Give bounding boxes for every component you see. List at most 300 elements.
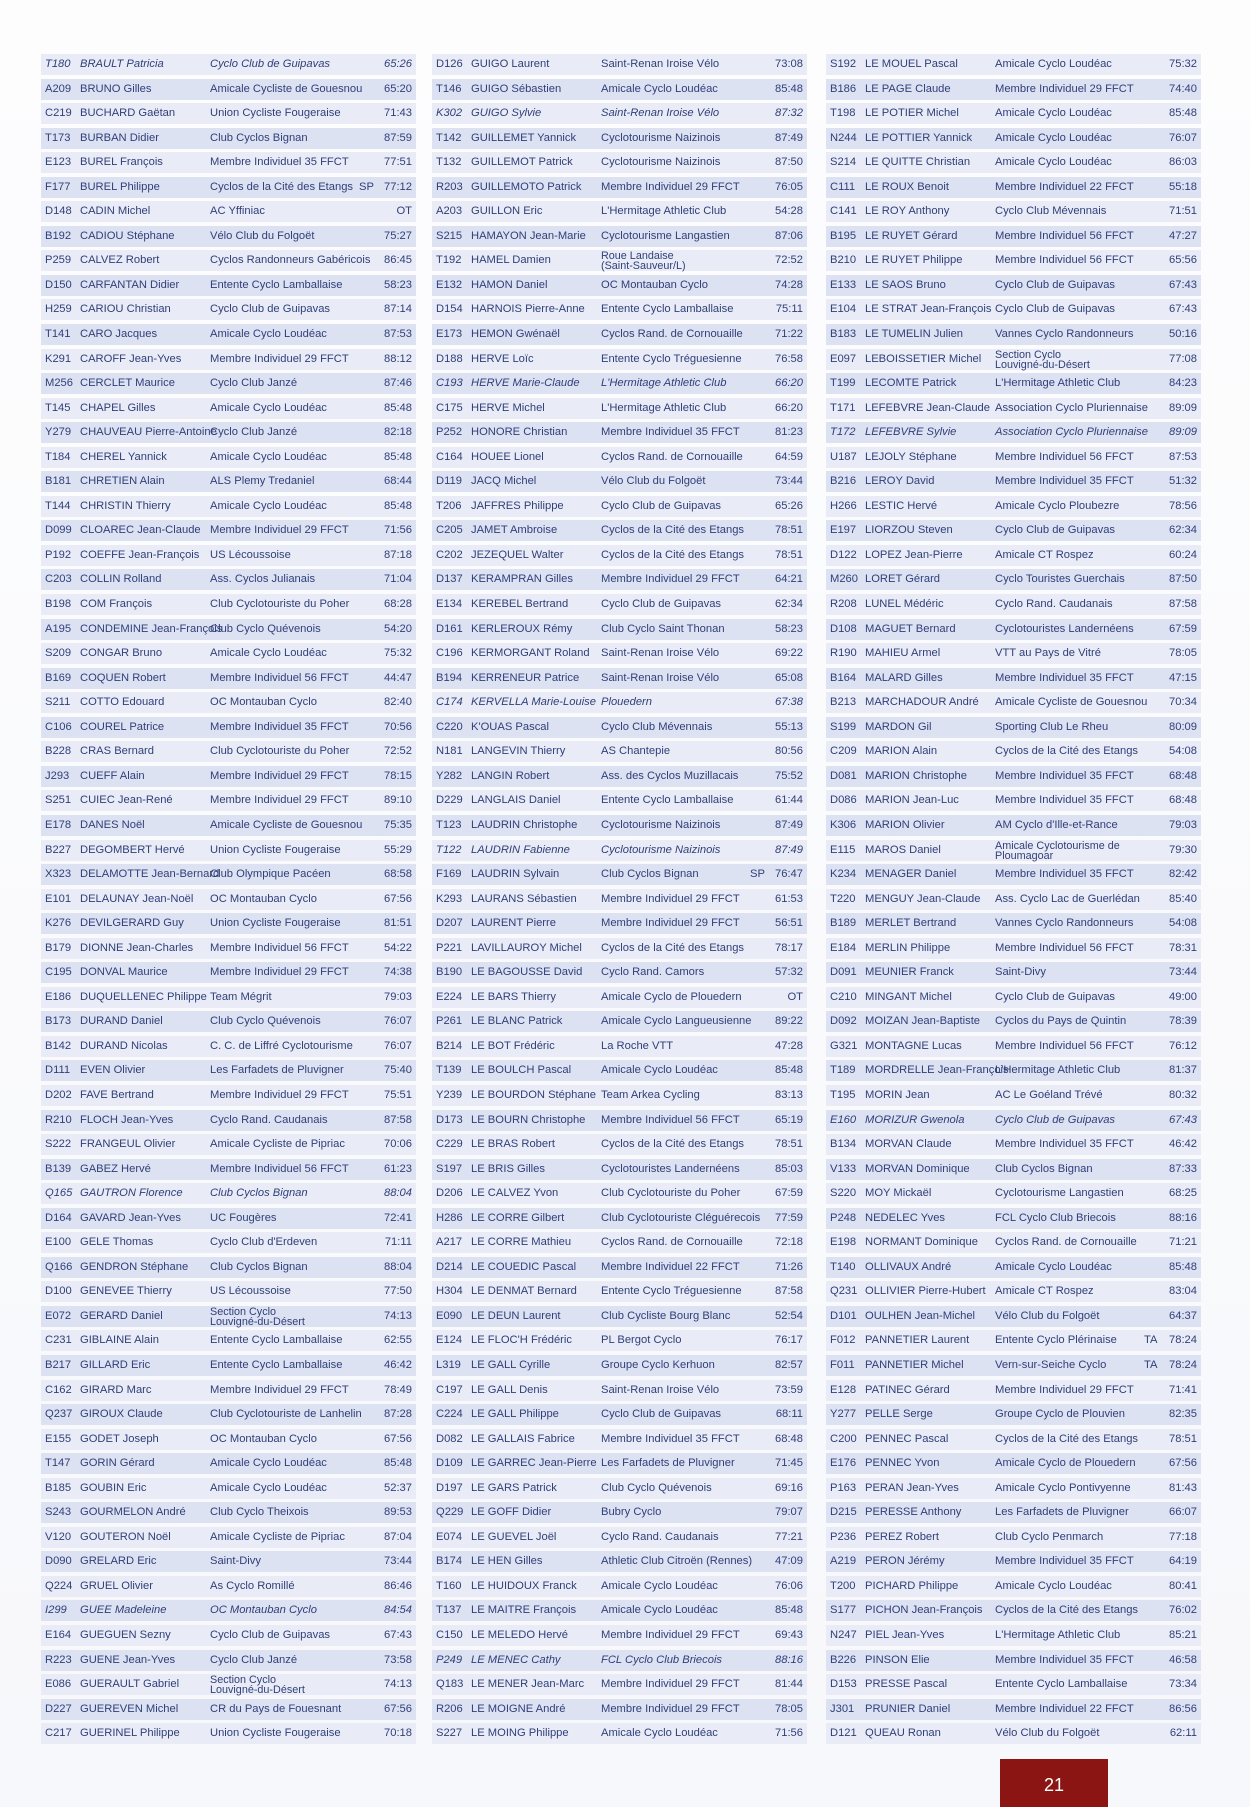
result-row [41,447,416,468]
rider-time: 65:19 [775,1113,803,1126]
rider-club: Membre Individuel 35 FFCT [210,156,349,169]
rider-code: M260 [830,573,858,586]
rider-club: Amicale Cyclo Loudéac [995,1579,1112,1592]
rider-name: MORIZUR Gwenola [865,1113,965,1126]
rider-club: FCL Cyclo Club Briecois [995,1211,1116,1224]
rider-name: JAFFRES Philippe [471,499,564,512]
rider-code: A219 [830,1555,857,1568]
result-row [432,643,807,664]
rider-time: 70:06 [384,1138,412,1151]
result-row [432,226,807,247]
result-row [41,128,416,149]
result-row [826,1551,1201,1572]
rider-time: 71:21 [1169,1236,1197,1249]
rider-code: E124 [436,1334,463,1347]
rider-name: BUREL François [80,156,163,169]
rider-code: A195 [45,622,72,635]
rider-time: 85:48 [1169,107,1197,120]
result-row [41,1110,416,1131]
result-row [41,1232,416,1253]
results-column-1 [41,54,416,1748]
result-row [826,594,1201,615]
rider-time: 83:04 [1169,1285,1197,1298]
result-row [432,398,807,419]
result-row [826,398,1201,419]
rider-name: MALARD Gilles [865,671,943,684]
rider-club: Amicale Cycliste de Pipriac [210,1138,345,1151]
result-row [41,1600,416,1621]
result-row [41,1699,416,1720]
rider-time: 84:23 [1169,377,1197,390]
result-row [826,1453,1201,1474]
rider-code: B210 [830,254,857,267]
rider-time: 74:28 [775,278,803,291]
rider-name: MORDRELLE Jean-François [865,1064,1009,1077]
rider-code: C174 [436,696,463,709]
rider-name: LE GUEVEL Joël [471,1530,557,1543]
result-row [432,103,807,124]
rider-time: 75:11 [775,303,803,316]
rider-club: US Lécoussoise [210,1285,291,1298]
rider-name: GENEVEE Thierry [80,1285,172,1298]
rider-name: LAURANS Sébastien [471,892,577,905]
result-row [826,1576,1201,1597]
rider-code: F169 [436,868,462,881]
rider-code: T189 [830,1064,856,1077]
rider-name: PENNEC Pascal [865,1432,949,1445]
rider-club: Saint-Renan Iroise Vélo [601,1383,720,1396]
rider-time: 64:19 [1169,1555,1197,1568]
rider-name: GUEREVEN Michel [80,1702,179,1715]
rider-club: Amicale Cyclotourisme de Ploumagoar [995,839,1120,862]
result-row [826,299,1201,320]
rider-time: 65:26 [384,58,412,70]
rider-name: COQUEN Robert [80,671,166,684]
rider-club: L'Hermitage Athletic Club [601,401,727,414]
rider-time: 79:03 [384,990,412,1003]
rider-code: T173 [45,131,71,144]
result-row [432,1036,807,1057]
result-row [432,668,807,689]
result-row [41,1208,416,1229]
rider-club: Membre Individuel 29 FFCT [601,917,740,930]
rider-time: OT [396,205,412,218]
rider-name: LAUDRIN Sylvain [471,868,560,881]
result-row [826,447,1201,468]
rider-name: GABEZ Hervé [80,1162,151,1175]
rider-name: LE BRIS Gilles [471,1162,545,1175]
rider-name: PICHARD Philippe [865,1579,959,1592]
rider-name: OLLIVIER Pierre-Hubert [865,1285,986,1298]
result-row [826,938,1201,959]
rider-club: Amicale Cyclo Pontivyenne [995,1481,1131,1494]
rider-code: C150 [436,1629,463,1641]
rider-name: LE BOURDON Stéphane [471,1088,596,1101]
result-row [41,349,416,370]
rider-code: S177 [830,1604,857,1617]
rider-club: Bubry Cyclo [601,1506,662,1519]
rider-name: MARION Jean-Luc [865,794,959,807]
rider-time: 85:21 [1169,1629,1197,1641]
rider-name: GUERAULT Gabriel [80,1678,180,1691]
rider-time: 80:41 [1169,1579,1197,1592]
result-row [432,54,807,75]
rider-code: T141 [45,328,71,341]
result-row [41,422,416,443]
rider-name: GELE Thomas [80,1236,154,1249]
rider-club: Groupe Cyclo de Plouvien [995,1408,1125,1421]
rider-code: C217 [45,1727,72,1740]
rider-name: COUREL Patrice [80,720,165,733]
result-row [826,103,1201,124]
rider-name: LE BARS Thierry [471,990,556,1003]
result-row [432,1699,807,1720]
rider-club: Cyclos de la Cité des Etangs [601,524,745,537]
rider-time: 61:53 [775,892,803,905]
rider-time: 51:32 [1169,475,1197,488]
rider-code: C111 [830,180,856,193]
result-row [432,1159,807,1180]
rider-club: Vannes Cyclo Randonneurs [995,328,1134,341]
rider-name: MORIN Jean [865,1088,930,1101]
rider-code: D086 [830,794,857,807]
rider-club: Amicale Cyclo Loudéac [995,131,1112,144]
rider-code: D150 [45,278,72,291]
rider-name: LE ROY Anthony [865,205,950,218]
rider-name: HERVE Michel [471,401,545,414]
rider-club: Amicale Cyclo Loudéac [210,647,327,660]
rider-club: Saint-Renan Iroise Vélo [601,58,720,70]
result-row [826,1723,1201,1744]
rider-time: 78:51 [775,548,803,561]
rider-code: B173 [45,1015,72,1028]
rider-club: Membre Individuel 56 FFCT [210,671,349,684]
rider-name: LE GALL Philippe [471,1408,559,1421]
rider-club: Club Cyclos Bignan [995,1162,1093,1175]
rider-club: Club Cycliste Bourg Blanc [601,1309,731,1322]
rider-name: LE STRAT Jean-François [865,303,992,316]
rider-time: 80:56 [775,745,803,758]
rider-code: R206 [436,1702,463,1715]
rider-code: T171 [830,401,856,414]
rider-code: E173 [436,328,463,341]
rider-name: MARDON Gil [865,720,932,733]
rider-code: J293 [45,769,70,782]
rider-time: 82:18 [384,426,412,439]
rider-time: 68:58 [384,868,412,881]
result-row [826,1699,1201,1720]
rider-name: PANNETIER Laurent [865,1334,970,1347]
result-row [432,1576,807,1597]
rider-time: 73:59 [775,1383,803,1396]
rider-time: 86:03 [1169,156,1197,169]
rider-code: D154 [436,303,463,316]
rider-club: Cyclo Rand. Camors [601,966,705,979]
rider-code: B194 [436,671,463,684]
result-row [826,766,1201,787]
rider-name: LE MENER Jean-Marc [471,1678,585,1691]
rider-name: LE DEUN Laurent [471,1309,561,1322]
rider-club: Cyclo Club de Guipavas [995,1113,1116,1126]
rider-time: 67:56 [384,1702,412,1715]
rider-club: Amicale Cyclo de Plouedern [995,1457,1136,1470]
rider-time: 79:03 [1169,818,1197,831]
result-row [41,962,416,983]
rider-code: Y279 [45,426,72,439]
result-row [41,1380,416,1401]
rider-code: D207 [436,917,463,930]
rider-name: QUEAU Ronan [865,1727,941,1740]
rider-time: 80:32 [1169,1088,1197,1101]
rider-name: LE BOT Frédéric [471,1039,555,1052]
rider-club: Membre Individuel 22 FFCT [995,180,1134,193]
result-row [826,1110,1201,1131]
rider-code: D215 [830,1506,857,1519]
rider-code: K306 [830,818,857,831]
rider-name: LE MAITRE François [471,1604,577,1617]
rider-club: Membre Individuel 35 FFCT [995,475,1134,488]
rider-time: 82:35 [1169,1408,1197,1421]
result-row [826,1036,1201,1057]
rider-time: 71:45 [775,1457,803,1470]
rider-time: 77:59 [775,1211,803,1224]
rider-name: HAMEL Damien [471,254,551,267]
rider-time: 65:08 [775,671,803,684]
result-row [826,1650,1201,1671]
rider-name: NEDELEC Yves [865,1211,946,1224]
result-row [41,1404,416,1425]
rider-time: 66:07 [1169,1506,1197,1519]
rider-club: Amicale Cyclo Loudéac [210,499,327,512]
rider-time: 87:58 [384,1113,412,1126]
rider-name: CADIN Michel [80,205,151,218]
rider-time: 75:32 [384,647,412,660]
result-row [432,1110,807,1131]
rider-club: La Roche VTT [601,1039,674,1052]
rider-name: GUILLEMOTO Patrick [471,180,582,193]
rider-time: 87:32 [775,107,803,120]
rider-club: Roue Landaise (Saint-Sauveur/L) [601,250,686,273]
rider-name: KEREBEL Bertrand [471,598,569,611]
rider-time: 54:22 [384,941,412,954]
rider-code: B190 [436,966,463,979]
rider-time: 71:41 [1169,1383,1197,1396]
rider-code: D173 [436,1113,463,1126]
rider-time: 73:08 [775,58,803,70]
rider-code: T140 [830,1260,856,1273]
result-row [432,1478,807,1499]
result-row [826,324,1201,345]
result-row [826,1159,1201,1180]
rider-time: 71:56 [775,1727,803,1740]
rider-club: Cyclo Club Mévennais [601,720,713,733]
rider-code: J301 [830,1702,855,1715]
rider-time: 77:08 [1169,352,1197,365]
rider-name: COTTO Edouard [80,696,165,709]
rider-code: S192 [830,58,857,70]
rider-club: Amicale Cyclo Langueusienne [601,1015,752,1028]
result-row [432,717,807,738]
rider-club: Cyclotouristes Landernéens [995,622,1134,635]
rider-club: Union Cycliste Fougeraise [210,843,341,856]
rider-club: Entente Cyclo Lamballaise [210,1358,343,1371]
rider-club: Amicale Cyclo Loudéac [995,58,1112,70]
result-row [41,569,416,590]
rider-club: Membre Individuel 35 FFCT [995,671,1134,684]
rider-code: B142 [45,1039,72,1052]
rider-name: HERVE Marie-Claude [471,377,580,390]
result-row [432,569,807,590]
rider-time: 79:30 [1169,843,1197,856]
rider-code: B186 [830,82,857,95]
rider-code: E123 [45,156,72,169]
result-row [826,1355,1201,1376]
result-row [432,1674,807,1695]
result-row [432,1183,807,1204]
rider-time: 71:51 [1169,205,1197,218]
rider-time: 76:07 [384,1015,412,1028]
rider-club: Club Cyclotouriste du Poher [210,598,350,611]
rider-time: 75:52 [775,769,803,782]
result-row [432,1650,807,1671]
rider-code: H304 [436,1285,463,1298]
rider-name: LE GARS Patrick [471,1481,557,1494]
rider-club: Club Cyclotouriste du Poher [210,745,350,758]
result-row [41,913,416,934]
rider-time: 78:24 [1169,1334,1197,1347]
rider-time: 78:51 [775,524,803,537]
result-row [826,275,1201,296]
rider-name: HOUEE Lionel [471,450,544,463]
rider-code: C200 [830,1432,857,1445]
rider-code: T180 [45,58,71,70]
rider-name: COM François [80,598,153,611]
result-row [826,1674,1201,1695]
result-row [826,962,1201,983]
rider-name: PERAN Jean-Yves [865,1481,959,1494]
rider-club: Club Cyclotouriste du Poher [601,1187,741,1200]
rider-time: 67:59 [1169,622,1197,635]
rider-club: Association Cyclo Pluriennaise [995,426,1148,439]
rider-club: Saint-Renan Iroise Vélo [601,107,720,120]
result-row [41,790,416,811]
rider-club: Amicale Cycliste de Gouesnou [210,82,363,95]
result-row [41,1551,416,1572]
result-row [826,349,1201,370]
rider-name: DEGOMBERT Hervé [80,843,185,856]
rider-time: 56:51 [775,917,803,930]
rider-name: GODET Joseph [80,1432,159,1445]
rider-name: LE PAGE Claude [865,82,951,95]
result-row [41,471,416,492]
rider-club: Union Cycliste Fougeraise [210,917,341,930]
result-row [41,54,416,75]
rider-code: S214 [830,156,857,169]
rider-name: LANGLAIS Daniel [471,794,561,807]
rider-code: T199 [830,377,856,390]
rider-code: S251 [45,794,72,807]
rider-code: C219 [45,107,72,120]
rider-name: PRESSE Pascal [865,1678,948,1691]
rider-club: L'Hermitage Athletic Club [601,205,727,218]
rider-code: E100 [45,1236,72,1249]
result-row [432,201,807,222]
result-row [432,520,807,541]
rider-name: LE MOUEL Pascal [865,58,958,70]
rider-time: 72:41 [384,1211,412,1224]
rider-time: 87:33 [1169,1162,1197,1175]
rider-code: P259 [45,254,72,267]
rider-code: B213 [830,696,857,709]
rider-club: L'Hermitage Athletic Club [995,377,1121,390]
rider-code: T122 [436,843,462,856]
result-row [41,103,416,124]
result-row [41,889,416,910]
result-row [432,1723,807,1744]
rider-name: CARO Jacques [80,328,158,341]
rider-name: MEUNIER Franck [865,966,954,979]
rider-club: Cyclotourisme Naizinois [601,818,721,831]
rider-time: 88:04 [384,1187,412,1200]
rider-name: DANES Noël [80,818,145,831]
rider-code: B181 [45,475,72,488]
rider-club: Ass. Cyclos Julianais [210,573,316,586]
rider-code: E176 [830,1457,857,1470]
rider-club: Amicale CT Rospez [995,1285,1094,1298]
rider-code: D229 [436,794,463,807]
result-row [41,226,416,247]
result-row [432,1060,807,1081]
rider-code: D197 [436,1481,463,1494]
rider-time: 62:11 [1169,1727,1197,1740]
result-row [432,1625,807,1646]
rider-name: FAVE Bertrand [80,1088,154,1101]
rider-club: As Cyclo Romillé [210,1579,295,1592]
rider-club: Amicale Cyclo de Plouedern [601,990,742,1003]
rider-club: OC Montauban Cyclo [210,1604,317,1617]
result-row [41,717,416,738]
rider-time: 87:49 [775,843,803,856]
rider-club: Membre Individuel 56 FFCT [995,941,1134,954]
rider-time: 81:43 [1169,1481,1197,1494]
rider-club: Membre Individuel 35 FFCT [601,1432,740,1445]
rider-time: 88:12 [384,352,412,365]
rider-name: LEBOISSETIER Michel [865,352,982,365]
rider-name: LANGEVIN Thierry [471,745,566,758]
result-row [826,717,1201,738]
rider-code: F012 [830,1334,856,1347]
rider-club: Section Cyclo Louvigné-du-Désert [995,348,1090,371]
result-row [826,1380,1201,1401]
rider-club: Cyclo Club de Guipavas [601,1408,722,1421]
result-row [432,1281,807,1302]
rider-code: C141 [830,205,857,218]
rider-name: JEZEQUEL Walter [471,548,564,561]
rider-code: N244 [830,131,857,144]
rider-club: Cyclos Rand. de Cornouaille [601,450,743,463]
rider-club: Cyclos de la Cité des Etangs [601,1138,745,1151]
rider-club: Vélo Club du Folgoët [210,229,315,242]
rider-club: Vélo Club du Folgoët [995,1309,1100,1322]
result-row [826,643,1201,664]
rider-code: D082 [436,1432,463,1445]
result-row [41,1159,416,1180]
rider-club: Amicale Cyclo Ploubezre [995,499,1120,512]
rider-club: Membre Individuel 29 FFCT [601,180,740,193]
rider-name: CALVEZ Robert [80,254,160,267]
result-row [432,299,807,320]
rider-name: LE GARREC Jean-Pierre [471,1457,597,1470]
